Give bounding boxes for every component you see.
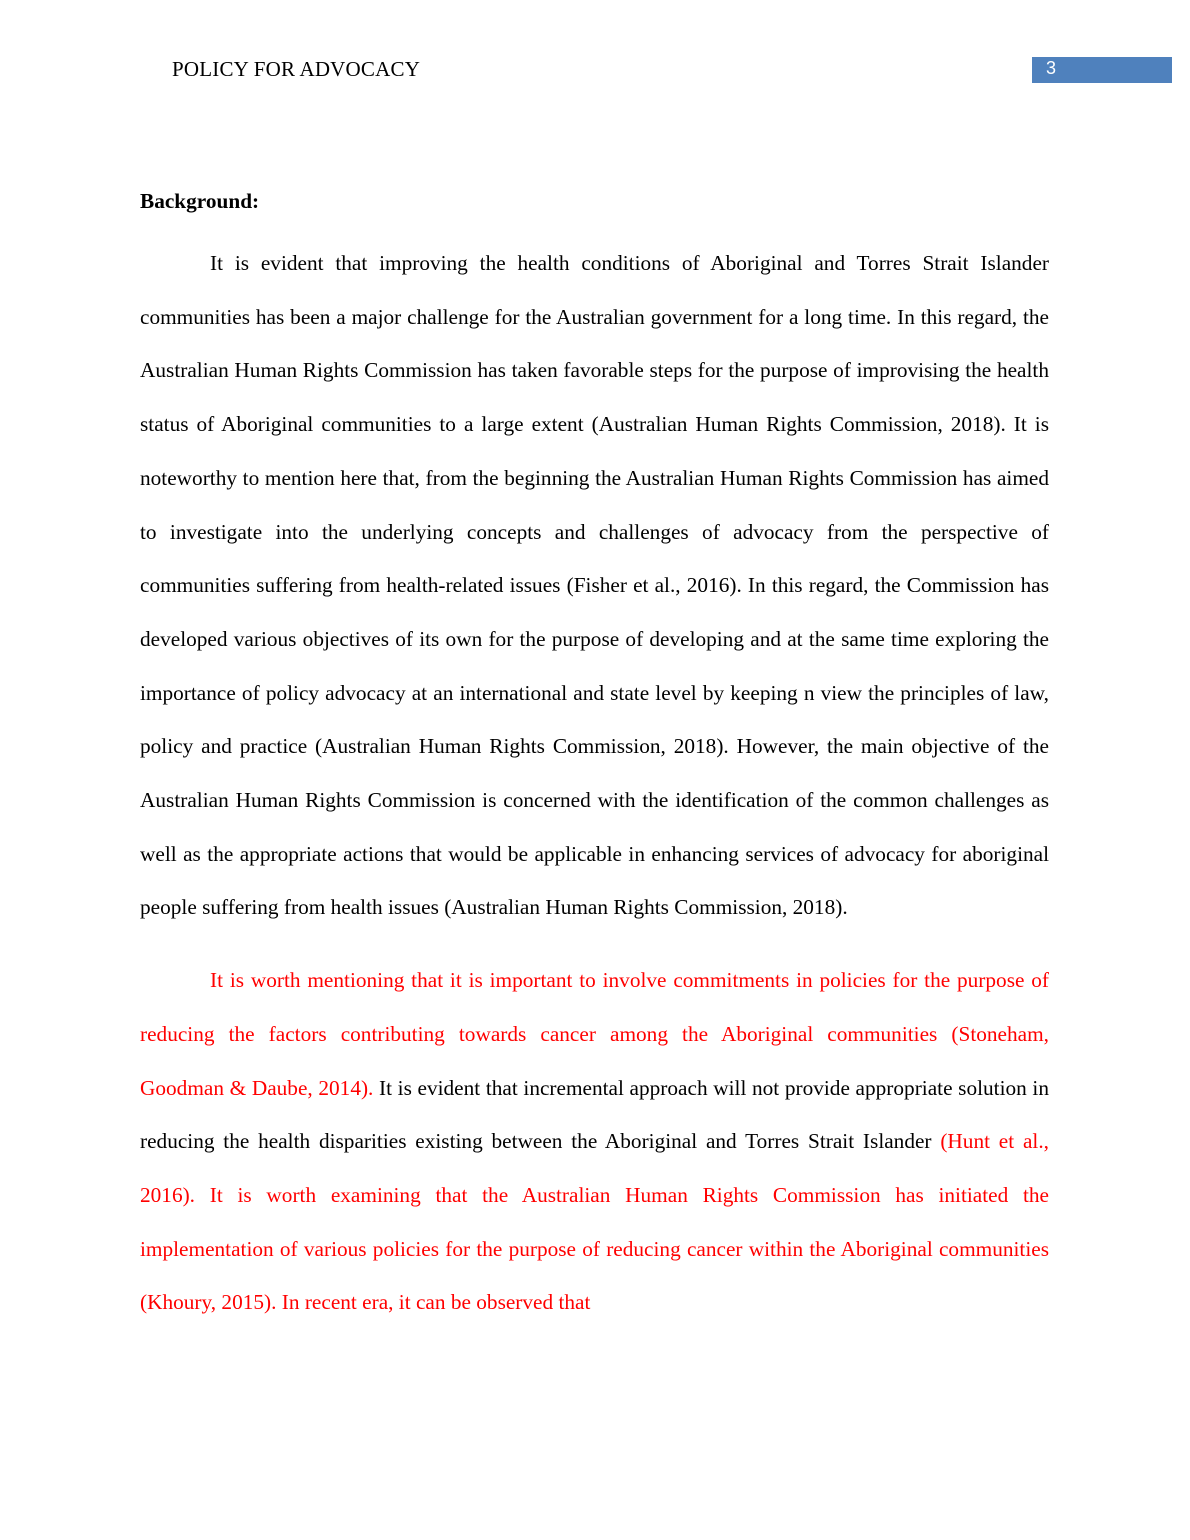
plain-text: It is evident that incremental approach will not provide appropriate solution in reducing the health disparities existing between the Aboriginal and Torres Strait Islander	[140, 1075, 1049, 1154]
paragraph-cancer-policy	[140, 954, 1049, 1330]
paragraph-background: It is evident that improving the health conditions of Aboriginal and Torres Strait Islander communities has been a major challenge for the Australian government for a long time. In this regard, the Australian Human Rights Commission has taken favorable steps for the purpose of improvising the health status of Aboriginal communities to a large extent (Australian Human Rights Commission, 2018). It is noteworthy to mention here that, from the beginning the Australian Human Rights Commission has aimed to investigate into the underlying concepts and challenges of advocacy from the perspective of communities suffering from health-related issues (Fisher et al., 2016). In this regard, the Commission has developed various objectives of its own for the purpose of developing and at the same time exploring the importance of policy advocacy at an international and state level by keeping n view the principles of law, policy and practice (Australian Human Rights Commission, 2018). However, the main objective of the Australian Human Rights Commission is concerned with the identification of the common challenges as well as the appropriate actions that would be applicable in enhancing services of advocacy for aboriginal people suffering from health issues (Australian Human Rights Commission, 2018).	[140, 251, 1049, 920]
page-number-bar	[1032, 57, 1172, 83]
section-heading: Background:	[140, 189, 260, 213]
running-head: POLICY FOR ADVOCACY	[172, 57, 421, 81]
highlighted-text: It is worth mentioning that it is important to involve commitments in policies for the purpose of reducing the factors contributing towards cancer among the Aboriginal communities (Stoneham, Goodman & Daube, 2014).	[140, 968, 1049, 1100]
highlighted-text: (Hunt et al., 2016). It is worth examining that the Australian Human Rights Commission has initiated the implementation of various policies for the purpose of reducing cancer within the Aboriginal communities (Khoury, 2015). In recent era, it can be observed that	[140, 1129, 1049, 1315]
document-body	[140, 185, 1049, 1330]
page-number: 3	[1046, 58, 1057, 78]
